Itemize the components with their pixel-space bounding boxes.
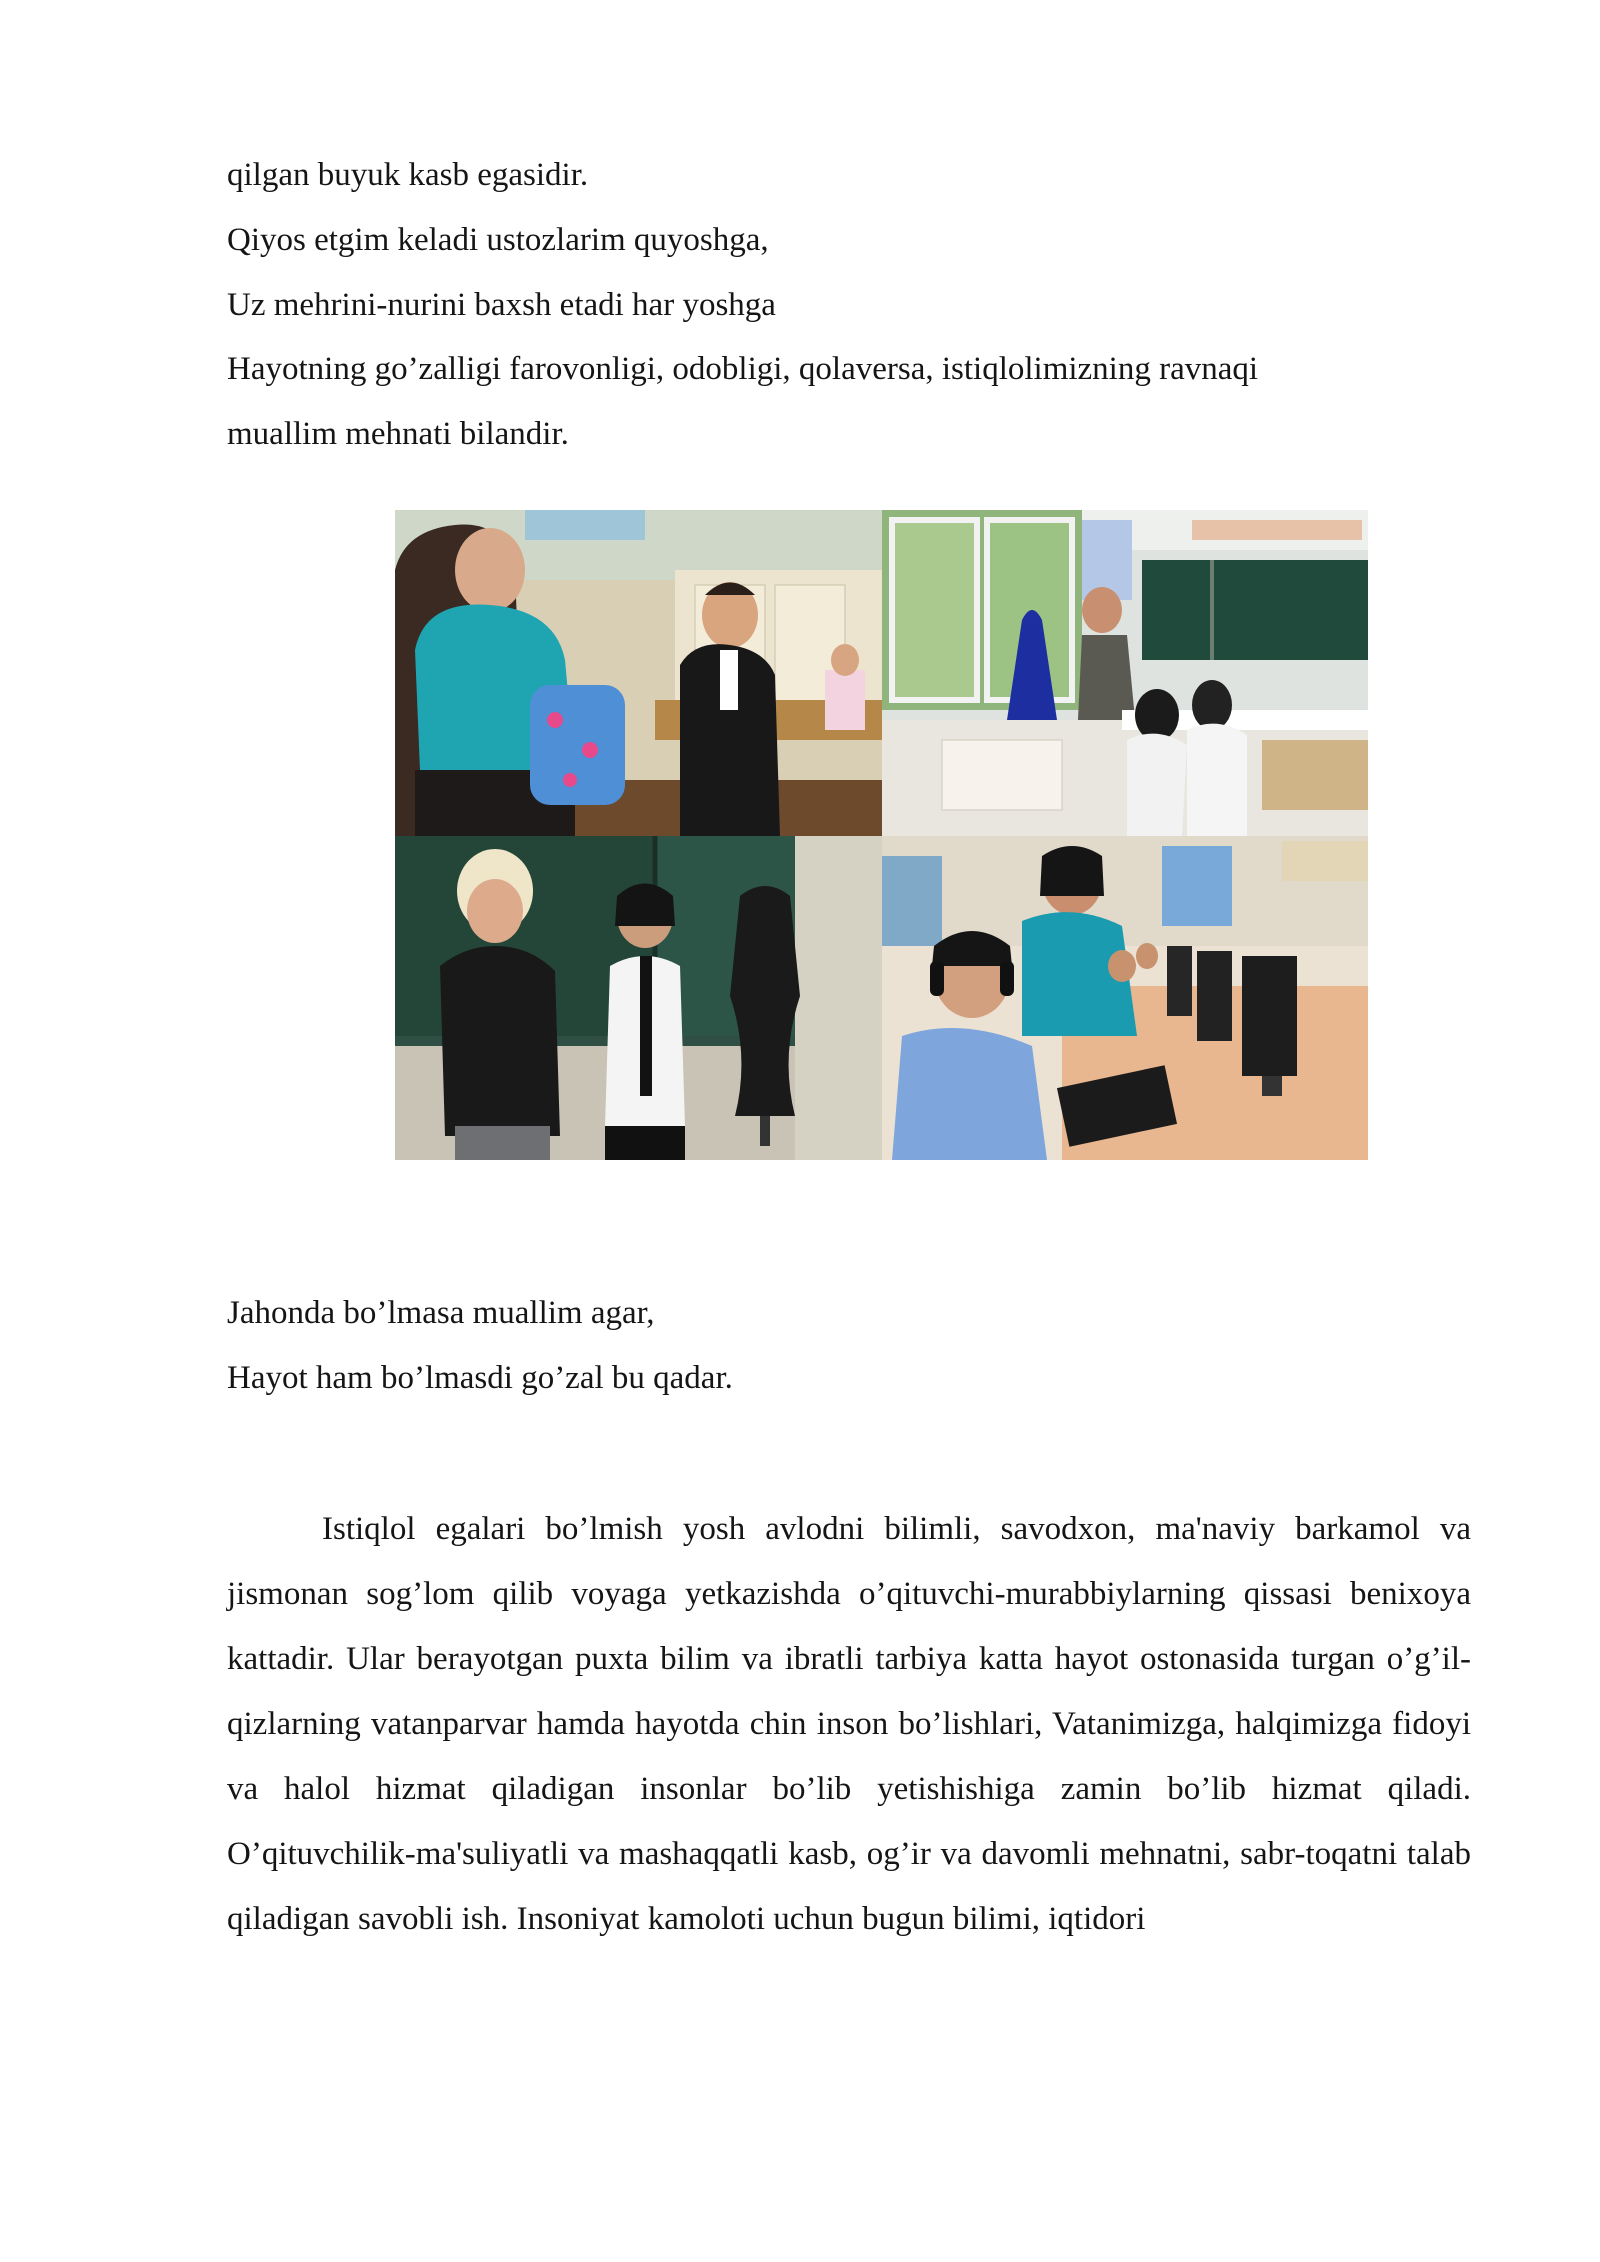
body-paragraph: Istiqlol egalari bo’lmish yosh avlodni bilimli, savodxon, ma'naviy barkamol va jismonan sog’lom qilib voyaga yetkazishda o’qituvchi-murabbiylarning qissasi benixoya kattadir. Ular berayotgan puxta bilim va ibratli tarbiya katta hayot ostonasida turgan o’g’il-qizlarning vatanparvar hamda hayotda chin inson bo’lishlari, Vatanimizga, halqimizga fidoyi va halol hizmat qiladigan insonlar bo’lib yetishishiga zamin bo’lib hizmat qiladi. O’qituvchilik-ma'suliyatli va mashaqqatli kasb, og’ir va davomli mehnatni, sabr-toqatni talab qiladigan savobli ish. Insoniyat kamoloti uchun bugun bilimi, iqtidori — [227, 1511, 1471, 1937]
photo-tailoring-lesson — [395, 836, 882, 1160]
photo-teacher-backpack — [395, 510, 882, 836]
photo-collage — [395, 510, 1368, 1160]
poem-line: Uz mehrini-nurini baxsh etadi har yoshga — [227, 287, 776, 323]
photo-sewing-class — [882, 510, 1368, 836]
verse-line: Jahonda bo’lmasa muallim agar, — [227, 1295, 655, 1331]
text-line: muallim mehnati bilandir. — [227, 416, 569, 452]
verse-line: Hayot ham bo’lmasdi go’zal bu qadar. — [227, 1360, 733, 1396]
photo-computer-class — [882, 836, 1368, 1160]
poem-line: Qiyos etgim keladi ustozlarim quyoshga, — [227, 222, 769, 258]
text-line: qilgan buyuk kasb egasidir. — [227, 157, 589, 193]
text-line: Hayotning go’zalligi farovonligi, odobligi, qolaversa, istiqlolimizning ravnaqi — [227, 351, 1259, 387]
